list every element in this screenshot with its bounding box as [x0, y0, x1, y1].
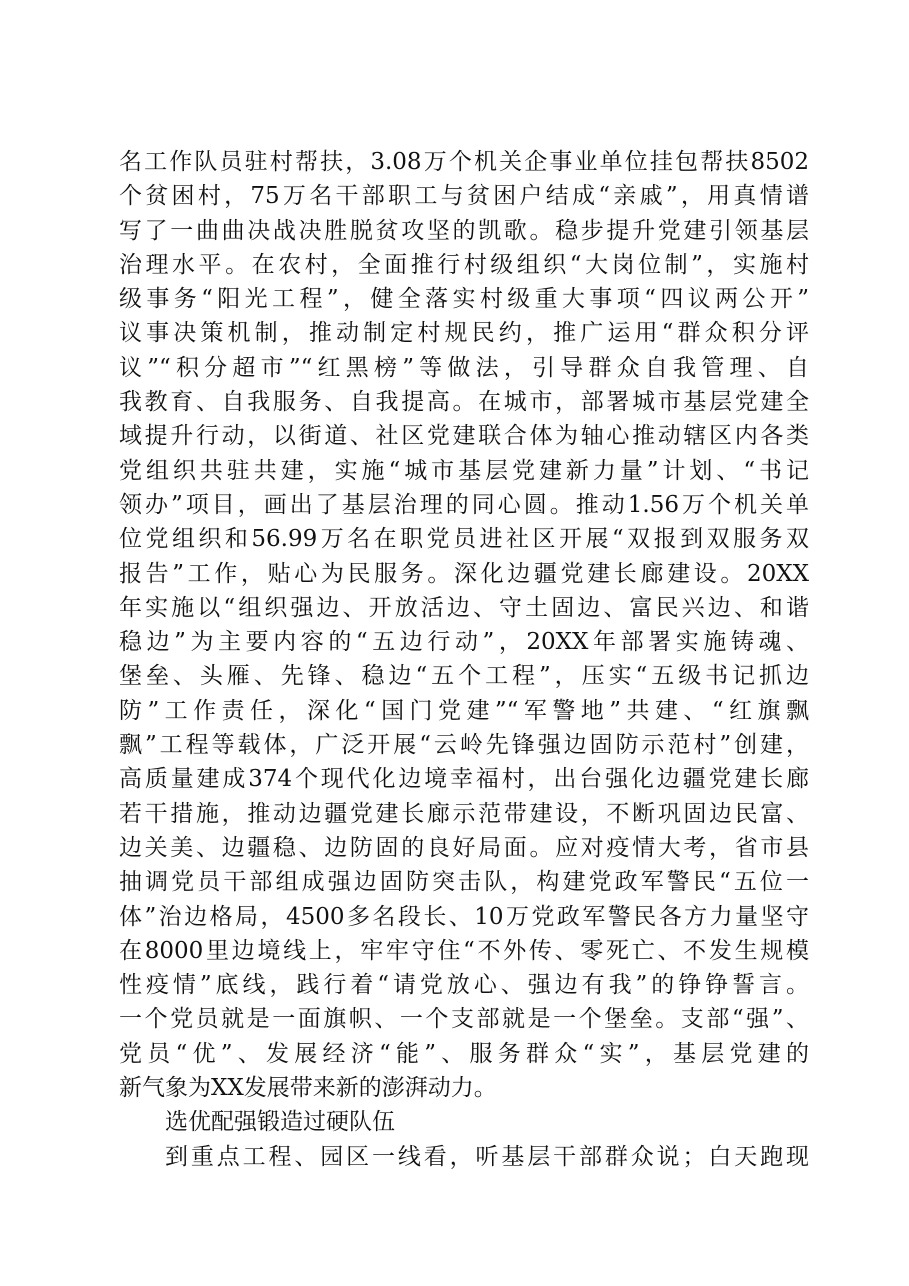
text-line: 堡垒、头雁、先锋、稳边“五个工程”，压实“五级书记抓边 [119, 663, 809, 690]
text-line: 域提升行动，以街道、社区党建联合体为轴心推动辖区内各类 [119, 423, 809, 450]
text-line: 领办”项目，画出了基层治理的同心圆。推动1.56万个机关单 [119, 491, 809, 518]
text-line: 一个党员就是一面旗帜、一个支部就是一个堡垒。支部“强”、 [119, 1006, 809, 1033]
text-line: 级事务“阳光工程”，健全落实村级重大事项“四议两公开” [119, 286, 809, 313]
text-line: 新气象为XX发展带来新的澎湃动力。 [119, 1075, 497, 1102]
text-line: 议”“积分超市”“红黑榜”等做法，引导群众自我管理、自 [119, 354, 809, 381]
section-heading: 选优配强锻造过硬队伍 [165, 1109, 395, 1136]
text-line: 我教育、自我服务、自我提高。在城市，部署城市基层党建全 [119, 389, 809, 416]
text-line: 写了一曲曲决战决胜脱贫攻坚的凯歌。稳步提升党建引领基层 [119, 217, 809, 244]
text-line: 位党组织和56.99万名在职党员进社区开展“双报到双服务双 [119, 526, 809, 553]
text-line: 党员“优”、发展经济“能”、服务群众“实”，基层党建的 [119, 1040, 809, 1067]
text-line: 年实施以“组织强边、开放活边、守土固边、富民兴边、和谐 [119, 594, 809, 621]
text-line: 议事决策机制，推动制定村规民约，推广运用“群众积分评 [119, 320, 809, 347]
text-line: 报告”工作，贴心为民服务。深化边疆党建长廊建设。20XX [119, 560, 809, 587]
text-line: 个贫困村，75万名干部职工与贫困户结成“亲戚”，用真情谱 [119, 183, 809, 210]
text-line: 在8000里边境线上，牢牢守住“不外传、零死亡、不发生规模 [119, 937, 809, 964]
text-line: 稳边”为主要内容的“五边行动”，20XX年部署实施铸魂、 [119, 629, 809, 656]
text-line: 防”工作责任，深化“国门党建”“军警地”共建、“红旗飘 [119, 697, 809, 724]
text-line: 性疫情”底线，践行着“请党放心、强边有我”的铮铮誓言。 [119, 972, 809, 999]
text-line: 治理水平。在农村，全面推行村级组织“大岗位制”，实施村 [119, 251, 809, 278]
paragraph-start: 到重点工程、园区一线看，听基层干部群众说；白天跑现 [165, 1143, 809, 1170]
text-line: 边关美、边疆稳、边防固的良好局面。应对疫情大考，省市县 [119, 834, 809, 861]
text-line: 飘”工程等载体，广泛开展“云岭先锋强边固防示范村”创建， [119, 732, 809, 759]
text-line: 高质量建成374个现代化边境幸福村，出台强化边疆党建长廊 [119, 766, 809, 793]
text-line: 若干措施，推动边疆党建长廊示范带建设，不断巩固边民富、 [119, 800, 809, 827]
text-line: 名工作队员驻村帮扶，3.08万个机关企事业单位挂包帮扶8502 [119, 149, 809, 175]
text-line: 抽调党员干部组成强边固防突击队，构建党政军警民“五位一 [119, 869, 809, 896]
text-line: 体”治边格局，4500多名段长、10万党政军警民各方力量坚守 [119, 903, 809, 930]
text-line: 党组织共驻共建，实施“城市基层党建新力量”计划、“书记 [119, 457, 809, 484]
body-text [119, 145, 809, 1174]
